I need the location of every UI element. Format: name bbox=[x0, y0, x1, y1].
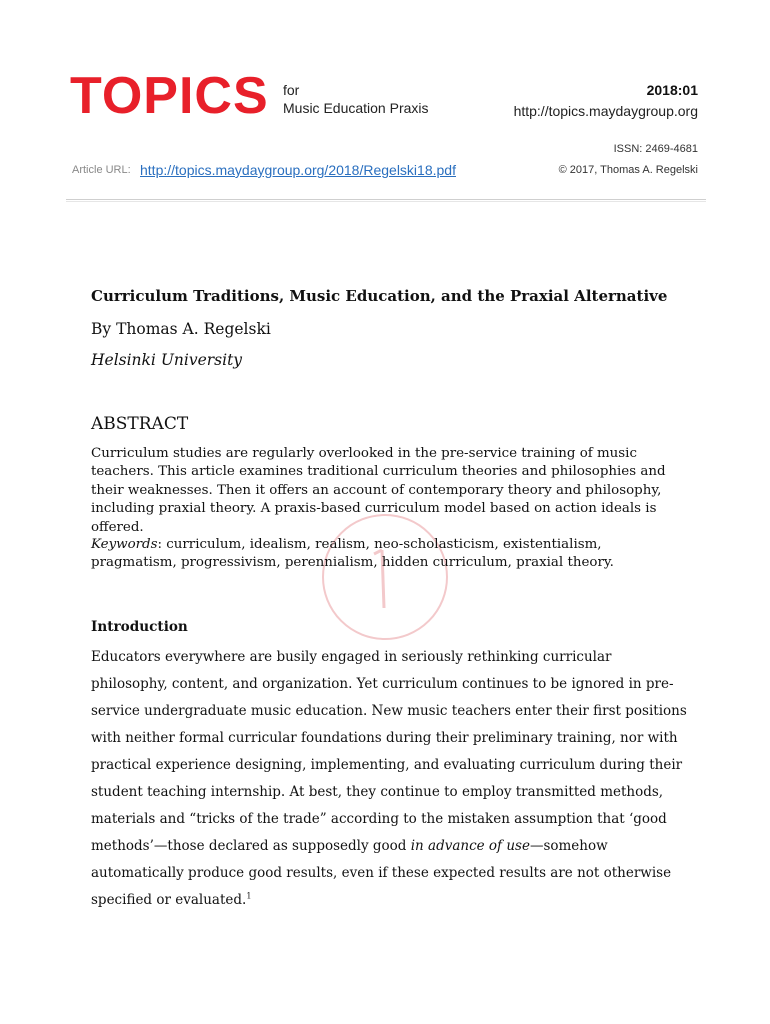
header-divider-shadow bbox=[66, 201, 706, 202]
introduction-text-part-2: —somehow automatically produce good results, even if these expected results are not otherwise specified or evaluated. bbox=[91, 838, 672, 908]
keywords-list: : curriculum, idealism, realism, neo-scholasticism, existentialism, pragmatism, progressivism, perennialism, hidden curriculum, praxial theory. bbox=[91, 537, 614, 571]
article-byline: By Thomas A. Regelski bbox=[91, 320, 271, 338]
introduction-paragraph bbox=[91, 644, 691, 914]
introduction-heading: Introduction bbox=[91, 619, 188, 635]
keywords-label: Keywords bbox=[91, 537, 158, 552]
abstract-text: Curriculum studies are regularly overlooked in the pre-service training of music teachers. This article examines traditional curriculum theories and philosophies and their weaknesses. Then it offers an account of contemporary theory and philosophy, including praxial theory. A praxis-based curriculum model based on action ideals is offered. bbox=[91, 446, 666, 535]
journal-for-label: for bbox=[283, 82, 300, 98]
article-url-label: Article URL: bbox=[72, 164, 131, 176]
site-url: http://topics.maydaygroup.org bbox=[513, 103, 698, 119]
article-title: Curriculum Traditions, Music Education, and the Praxial Alternative bbox=[91, 287, 668, 305]
journal-subtitle: Music Education Praxis bbox=[283, 100, 429, 116]
issn-label: ISSN: 2469-4681 bbox=[613, 143, 698, 155]
journal-logo: TOPICS bbox=[70, 67, 269, 125]
footnote-marker[interactable]: 1 bbox=[246, 891, 252, 901]
keywords-paragraph bbox=[91, 536, 691, 573]
introduction-text-emphasis: in advance of use bbox=[410, 838, 530, 854]
article-url-link[interactable]: http://topics.maydaygroup.org/2018/Regelski18.pdf bbox=[140, 162, 456, 178]
issue-number: 2018:01 bbox=[646, 82, 698, 98]
abstract-heading: ABSTRACT bbox=[91, 414, 189, 434]
copyright-notice: © 2017, Thomas A. Regelski bbox=[558, 164, 698, 176]
introduction-text-part-1: Educators everywhere are busily engaged in seriously rethinking curricular philosophy, content, and organization. Yet curriculum continues to be ignored in pre-service undergraduate music education. New music teachers enter their first positions with neither formal curricular foundations during their preliminary training, nor with practical experience designing, implementing, and evaluating curriculum during their student teaching internship. At best, they continue to employ transmitted methods, materials and “tricks of the trade” according to the mistaken assumption that ‘good methods’—those declared as supposedly good bbox=[91, 649, 687, 854]
author-affiliation: Helsinki University bbox=[91, 351, 243, 369]
header-divider bbox=[66, 199, 706, 200]
